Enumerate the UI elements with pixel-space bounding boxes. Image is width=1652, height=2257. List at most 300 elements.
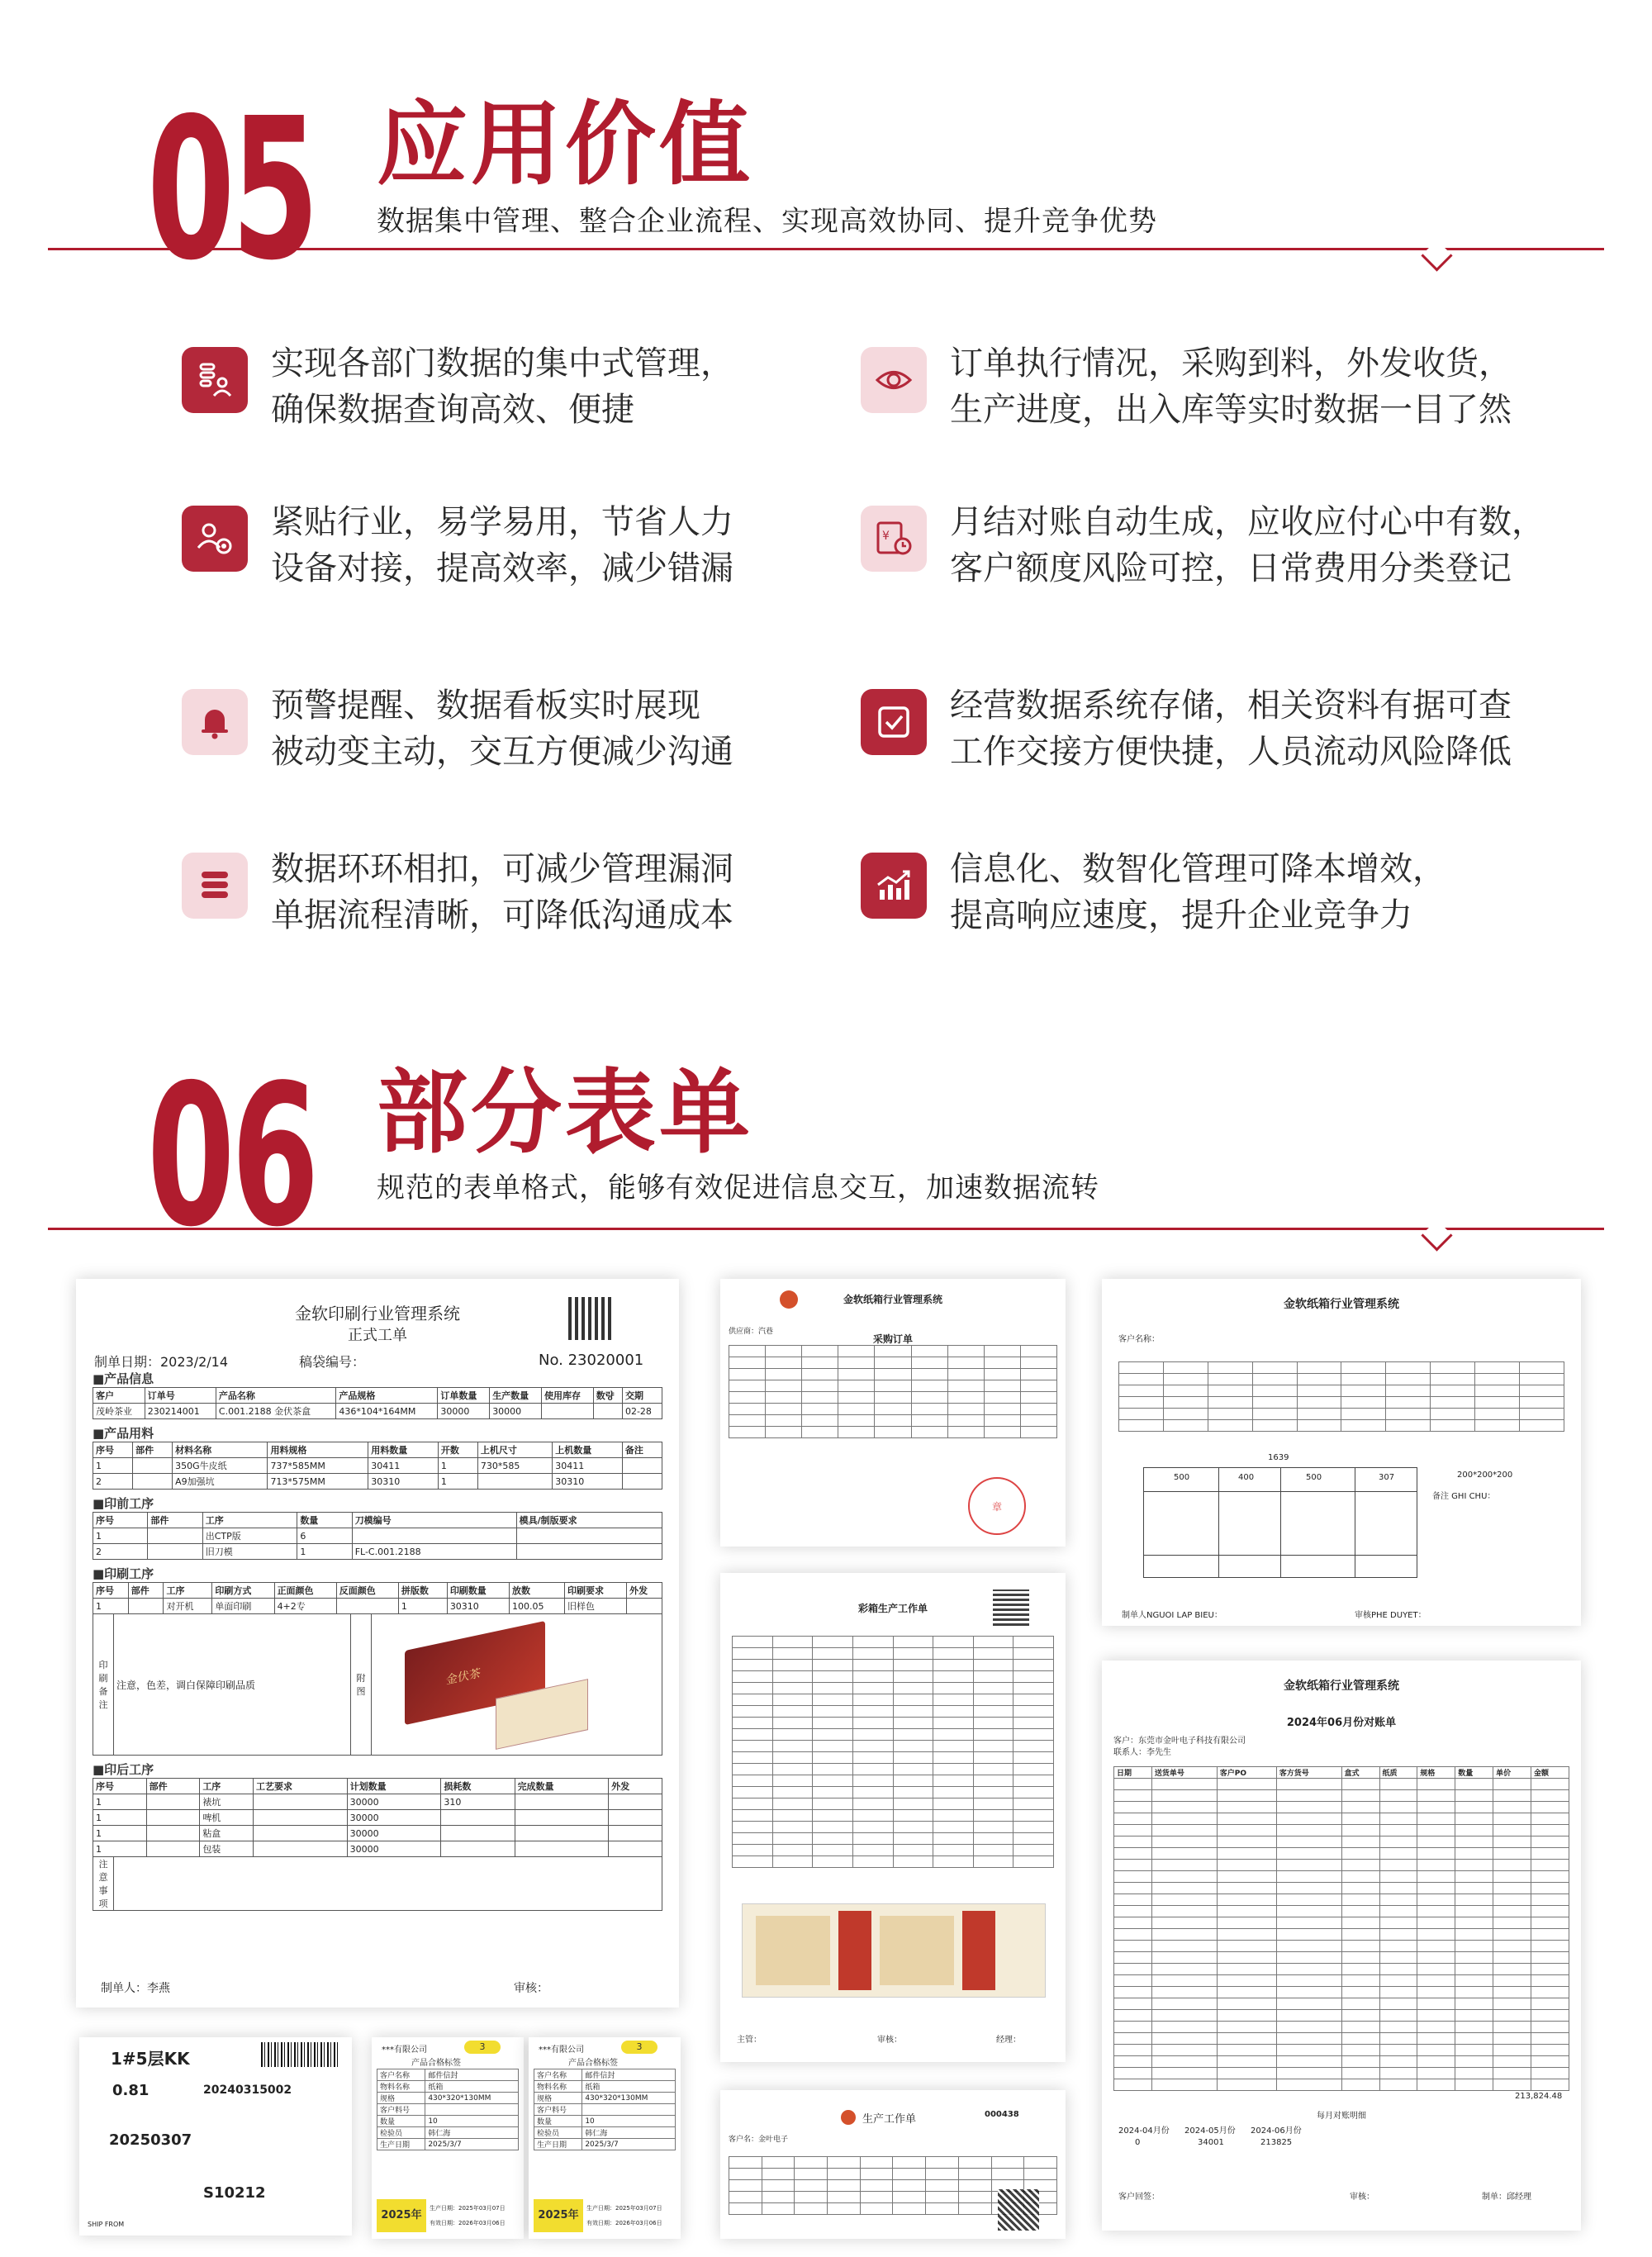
table-cell	[1493, 1779, 1531, 1790]
table-cell	[875, 1380, 911, 1392]
table-cell	[733, 1741, 773, 1752]
table-cell	[893, 1718, 933, 1729]
table-cell	[1455, 1790, 1493, 1802]
table-cell	[947, 1392, 984, 1404]
dim-label: 500	[1174, 1473, 1190, 1482]
table-cell	[1341, 1836, 1379, 1848]
table-cell: 1	[93, 1458, 133, 1474]
table-cell	[1208, 1409, 1252, 1420]
table-cell	[133, 1458, 173, 1474]
box-label: 金伏茶	[446, 1666, 481, 1688]
table-cell	[1252, 1362, 1297, 1374]
table-row	[733, 1648, 1054, 1660]
table-cell	[1151, 1917, 1217, 1929]
table-cell	[1014, 1822, 1054, 1833]
table-row	[729, 1357, 1057, 1369]
table-cell: 客户	[93, 1388, 145, 1404]
table-cell	[1493, 1813, 1531, 1825]
table-row	[729, 1346, 1057, 1357]
table-cell	[733, 1752, 773, 1764]
table-cell	[1455, 1998, 1493, 2010]
table-cell	[1014, 1752, 1054, 1764]
table-row	[93, 1458, 662, 1474]
table-cell	[1341, 2022, 1379, 2033]
table-cell	[766, 1369, 802, 1380]
table-cell: 韩仁海	[582, 2127, 676, 2139]
table-cell	[1379, 1848, 1417, 1860]
table-cell	[1151, 1779, 1217, 1790]
table-cell	[1379, 1952, 1417, 1964]
table-cell	[911, 1404, 947, 1415]
table-cell	[1493, 2033, 1531, 2045]
table-cell	[1297, 1397, 1341, 1409]
table-cell	[1386, 1362, 1431, 1374]
table-cell	[622, 1458, 662, 1474]
section-06-title: 部分表单	[377, 1060, 753, 1166]
table-row	[1114, 1860, 1569, 1871]
table-row	[93, 1826, 662, 1841]
table-cell: 1	[93, 1841, 147, 1857]
table-row	[1114, 2056, 1569, 2068]
table-cell: 部件	[146, 1779, 200, 1794]
table-row	[1114, 2068, 1569, 2079]
table-cell	[1531, 2068, 1569, 2079]
supplier: 供应商：汽巷	[729, 1328, 774, 1336]
section-label: ■产品信息	[93, 1371, 154, 1386]
feature-line: 设备对接，提高效率，减少错漏	[271, 549, 733, 587]
section-06-number: 06	[147, 1043, 316, 1270]
table-cell	[991, 2169, 1024, 2180]
table-cell	[516, 1544, 662, 1560]
table-cell	[1493, 2022, 1531, 2033]
table-cell: 用料规格	[268, 1442, 368, 1458]
table-cell	[1341, 1929, 1379, 1941]
table-header-cell: 金额	[1531, 1767, 1569, 1779]
table-cell	[852, 1671, 893, 1683]
bell-icon	[182, 689, 248, 755]
table-cell	[1341, 1825, 1379, 1836]
table-cell	[875, 1346, 911, 1357]
table-cell: 30310	[368, 1474, 439, 1490]
table-cell	[1276, 1917, 1341, 1929]
table-cell	[852, 1706, 893, 1718]
table-cell: 旧刀模	[202, 1544, 297, 1560]
table-cell	[541, 1404, 593, 1419]
table-cell	[1493, 1790, 1531, 1802]
cert-date: 有效日期：2026年03月06日	[586, 2220, 662, 2226]
table-cell	[911, 1369, 947, 1380]
section-05-title: 应用价值	[377, 92, 753, 197]
table-cell	[926, 2192, 959, 2203]
table-cell	[146, 1826, 200, 1841]
table-row	[729, 1427, 1057, 1438]
table-cell	[1455, 1813, 1493, 1825]
table-cell	[146, 1810, 200, 1826]
table-cell	[1014, 1845, 1054, 1856]
table-cell: 10	[582, 2116, 676, 2127]
table-cell	[1217, 1848, 1276, 1860]
table-cell	[1114, 1929, 1152, 1941]
table-cell	[733, 1810, 773, 1822]
table-cell	[1379, 2033, 1417, 2045]
table-cell	[984, 1357, 1020, 1369]
table-cell	[1379, 1929, 1417, 1941]
table-cell	[148, 1528, 202, 1544]
spec: 200*200*200	[1457, 1471, 1513, 1480]
table-cell	[1119, 1397, 1164, 1409]
table-cell: 物料名称	[534, 2081, 582, 2093]
table-cell	[1217, 1790, 1276, 1802]
table-cell: 部件	[148, 1513, 202, 1528]
table-cell	[1520, 1420, 1564, 1432]
table-cell	[762, 2157, 795, 2169]
table-cell: 邮件信封	[425, 2069, 519, 2081]
table-header-cell: 送货单号	[1151, 1767, 1217, 1779]
table-cell	[1114, 1975, 1152, 1987]
table-cell	[1217, 1964, 1276, 1975]
table-row	[1114, 1998, 1569, 2010]
table-cell	[1276, 1964, 1341, 1975]
table-cell	[729, 1357, 766, 1369]
table-cell	[622, 1474, 662, 1490]
period: 2024-06月份	[1251, 2126, 1302, 2136]
table-cell	[515, 1810, 609, 1826]
table-cell	[813, 1729, 853, 1741]
feature-item	[861, 340, 1588, 431]
table-cell	[1114, 1871, 1152, 1883]
table-cell	[1297, 1385, 1341, 1397]
table-cell	[1455, 1929, 1493, 1941]
table-cell	[1379, 2056, 1417, 2068]
table-cell	[772, 1671, 813, 1683]
table-cell	[1531, 1813, 1569, 1825]
table-cell	[1341, 1779, 1379, 1790]
table-cell	[1379, 1779, 1417, 1790]
table-cell	[733, 1660, 773, 1671]
table-cell	[958, 2180, 991, 2192]
table-cell	[852, 1718, 893, 1729]
maker: 主管：	[737, 2036, 762, 2045]
table-cell	[813, 1648, 853, 1660]
table-cell	[1520, 1385, 1564, 1397]
table-cell	[729, 1380, 766, 1392]
table-cell	[838, 1346, 875, 1357]
table-cell	[1379, 1883, 1417, 1894]
table-cell	[1417, 1836, 1455, 1848]
table-cell	[1014, 1833, 1054, 1845]
table-cell	[1379, 2068, 1417, 2079]
dim-label: 307	[1379, 1473, 1395, 1482]
order-no: 000438	[985, 2110, 1019, 2119]
table-cell	[1114, 1952, 1152, 1964]
table-cell	[1276, 1779, 1341, 1790]
table-cell	[1341, 2033, 1379, 2045]
table-cell	[1014, 1729, 1054, 1741]
note: 备注 GHI CHU：	[1432, 1492, 1496, 1501]
period: 2024-04月份	[1118, 2126, 1170, 2136]
table-cell	[893, 1729, 933, 1741]
table-cell	[733, 1637, 773, 1648]
table-cell	[1531, 1917, 1569, 1929]
table-cell	[1114, 1825, 1152, 1836]
table-cell: 纸箱	[425, 2081, 519, 2093]
table-cell	[1531, 1929, 1569, 1941]
table-cell	[1014, 1856, 1054, 1868]
attach-label: 附图	[351, 1614, 372, 1756]
table-cell: 韩仁海	[425, 2127, 519, 2139]
artwork-panel	[756, 1916, 830, 1985]
table-cell: 对开机	[164, 1599, 212, 1614]
table-cell: 1	[93, 1794, 147, 1810]
table-cell	[893, 1775, 933, 1787]
amount: 213825	[1260, 2138, 1293, 2147]
table-cell	[1417, 1906, 1455, 1917]
table-cell	[1417, 2010, 1455, 2022]
table-cell	[1276, 1848, 1341, 1860]
table-row	[1114, 1871, 1569, 1883]
table-row	[377, 2104, 519, 2116]
table-cell: 数量	[297, 1513, 352, 1528]
table-cell	[729, 2180, 762, 2192]
table-header-cell: 纸质	[1379, 1767, 1417, 1779]
table-cell	[973, 1787, 1014, 1798]
contact: 联系人：李先生	[1113, 1748, 1171, 1757]
table-row	[1119, 1385, 1564, 1397]
table-cell	[733, 1856, 773, 1868]
table-cell: 序号	[93, 1513, 148, 1528]
table-cell	[1341, 1385, 1386, 1397]
table-cell	[911, 1427, 947, 1438]
table-cell	[1417, 1998, 1455, 2010]
table-cell	[813, 1764, 853, 1775]
table-cell	[1455, 1894, 1493, 1906]
table-cell	[973, 1718, 1014, 1729]
table-row	[1114, 2033, 1569, 2045]
table-cell	[1531, 2022, 1569, 2033]
table-row	[733, 1718, 1054, 1729]
table-cell	[1531, 2033, 1569, 2045]
table-cell	[1417, 1825, 1455, 1836]
table-cell	[838, 1357, 875, 1369]
table-cell	[958, 2192, 991, 2203]
barcode-icon	[261, 2042, 340, 2067]
shipping-label	[79, 2037, 352, 2236]
table-cell	[1493, 2068, 1531, 2079]
table-cell	[1455, 1952, 1493, 1964]
table-cell	[1341, 1883, 1379, 1894]
table-cell	[802, 1357, 838, 1369]
table-cell	[1276, 1813, 1341, 1825]
table-row	[534, 2093, 676, 2104]
table-cell	[733, 1694, 773, 1706]
table-cell	[729, 1392, 766, 1404]
table-cell	[911, 1415, 947, 1427]
table-cell	[1163, 1385, 1208, 1397]
company-logo-icon	[841, 2110, 856, 2125]
table-cell: 产品名称	[216, 1388, 335, 1404]
feature-item	[861, 846, 1588, 937]
check-box-icon	[861, 689, 927, 755]
table-cell	[1475, 1409, 1520, 1420]
section-06-divider	[48, 1228, 1604, 1230]
table-cell	[1276, 1929, 1341, 1941]
table-cell	[1252, 1374, 1297, 1385]
feature-line: 确保数据查询高效、便捷	[271, 391, 634, 429]
table-cell	[947, 1357, 984, 1369]
table-cell: 1	[398, 1599, 447, 1614]
table-cell	[1024, 2157, 1057, 2169]
table-cell: 印刷数量	[447, 1583, 509, 1599]
table-cell	[1341, 1409, 1386, 1420]
table-cell	[1151, 1860, 1217, 1871]
table-cell	[1455, 1860, 1493, 1871]
feature-line: 被动变主动，交互方便减少沟通	[271, 733, 733, 771]
section-05-number: 05	[147, 76, 316, 303]
table-header-cell: 客方货号	[1276, 1767, 1341, 1779]
table-cell	[1417, 1871, 1455, 1883]
table-cell	[852, 1729, 893, 1741]
table-cell	[1341, 1964, 1379, 1975]
table-cell	[733, 1706, 773, 1718]
table-cell	[1217, 1779, 1276, 1790]
color-box-form	[720, 1573, 1066, 2062]
cert-date: 有效日期：2026年03月06日	[430, 2220, 506, 2226]
table-cell: 30000	[347, 1826, 441, 1841]
table-cell	[1014, 1798, 1054, 1810]
table-cell	[1341, 2010, 1379, 2022]
cert-badge: 3	[621, 2041, 657, 2054]
table-cell	[1531, 2045, 1569, 2056]
table-cell	[933, 1764, 974, 1775]
table-cell	[1114, 1802, 1152, 1813]
table-cell	[1531, 1964, 1569, 1975]
table-cell	[772, 1637, 813, 1648]
table-row	[729, 1380, 1057, 1392]
table-cell: 737*585MM	[268, 1458, 368, 1474]
table-cell: 开数	[438, 1442, 477, 1458]
table-cell	[852, 1694, 893, 1706]
cert-table	[377, 2069, 519, 2150]
table-cell	[860, 2157, 893, 2169]
table-cell	[1014, 1694, 1054, 1706]
table-cell	[1014, 1660, 1054, 1671]
table-cell	[729, 1404, 766, 1415]
table-cell	[973, 1648, 1014, 1660]
table-cell	[1493, 1929, 1531, 1941]
table-cell	[1208, 1397, 1252, 1409]
table-cell	[828, 2203, 861, 2215]
table-cell: 436*104*164MM	[336, 1404, 438, 1419]
table-cell	[1276, 2033, 1341, 2045]
table-cell	[1531, 1825, 1569, 1836]
table-cell: 出CTP版	[202, 1528, 297, 1544]
table-cell	[1379, 2010, 1417, 2022]
form-title: 彩箱生产工作单	[857, 1603, 928, 1614]
table-cell	[1379, 1987, 1417, 1998]
table-cell	[1493, 1964, 1531, 1975]
table-cell: 6	[297, 1528, 352, 1544]
table-cell	[729, 1427, 766, 1438]
form-title: 金软纸箱行业管理系统	[843, 1294, 942, 1305]
table-cell	[875, 1357, 911, 1369]
feature-line: 实现各部门数据的集中式管理，	[271, 344, 733, 383]
table-cell	[911, 1357, 947, 1369]
table-cell	[1217, 1941, 1276, 1952]
table-cell: 部件	[133, 1442, 173, 1458]
table-cell	[766, 1392, 802, 1404]
table-cell	[772, 1787, 813, 1798]
table-cell	[973, 1706, 1014, 1718]
table-cell	[733, 1775, 773, 1787]
table-cell: 生产数量	[490, 1388, 542, 1404]
table-cell	[477, 1474, 552, 1490]
table-cell	[1151, 1894, 1217, 1906]
table-cell	[926, 2180, 959, 2192]
customer-label: 客户名称：	[1118, 1335, 1160, 1344]
table-cell	[1276, 1825, 1341, 1836]
table-cell	[1417, 2079, 1455, 2091]
table-cell	[772, 1718, 813, 1729]
table-cell	[813, 1822, 853, 1833]
table-cell	[1379, 1825, 1417, 1836]
table-row	[1114, 1779, 1569, 1790]
table-cell	[813, 1810, 853, 1822]
reviewer: 审核：	[877, 2036, 902, 2045]
period: 2024-05月份	[1184, 2126, 1236, 2136]
table-cell	[852, 1764, 893, 1775]
table-cell	[1276, 1952, 1341, 1964]
table-cell: 1	[438, 1474, 477, 1490]
table-cell	[1493, 1883, 1531, 1894]
table-cell	[425, 2104, 519, 2116]
eye-icon	[861, 347, 927, 413]
table-row	[1119, 1397, 1564, 1409]
table-cell	[1455, 1906, 1493, 1917]
table-cell	[772, 1729, 813, 1741]
table-cell	[1493, 2056, 1531, 2068]
table-cell: 30000	[347, 1794, 441, 1810]
table-row	[729, 2157, 1057, 2169]
table-cell	[1217, 1813, 1276, 1825]
table-cell	[852, 1660, 893, 1671]
section-label: ■印后工序	[93, 1762, 154, 1777]
table-cell	[1217, 2045, 1276, 2056]
table-cell	[947, 1369, 984, 1380]
table-row	[534, 2139, 676, 2150]
table-row	[1114, 2010, 1569, 2022]
feature-line: 单据流程清晰，可降低沟通成本	[271, 896, 733, 934]
table-cell	[893, 1752, 933, 1764]
table-cell	[1341, 1975, 1379, 1987]
press-note-table	[93, 1613, 662, 1756]
table-cell	[893, 2203, 926, 2215]
table-cell	[1531, 1848, 1569, 1860]
table-cell: 邮件信封	[582, 2069, 676, 2081]
table-cell	[1151, 2068, 1217, 2079]
table-cell	[1151, 1975, 1217, 1987]
table-cell: 正面颜色	[274, 1583, 336, 1599]
table-cell	[947, 1380, 984, 1392]
table-cell	[1493, 2079, 1531, 2091]
amount: 34001	[1198, 2138, 1224, 2147]
table-cell	[973, 1822, 1014, 1833]
table-cell	[984, 1369, 1020, 1380]
table-cell	[838, 1369, 875, 1380]
form-title: 金软纸箱行业管理系统	[1284, 1680, 1399, 1693]
table-row	[733, 1683, 1054, 1694]
feature-line: 数据环环相扣，可减少管理漏洞	[271, 850, 733, 888]
table-cell	[1217, 1871, 1276, 1883]
